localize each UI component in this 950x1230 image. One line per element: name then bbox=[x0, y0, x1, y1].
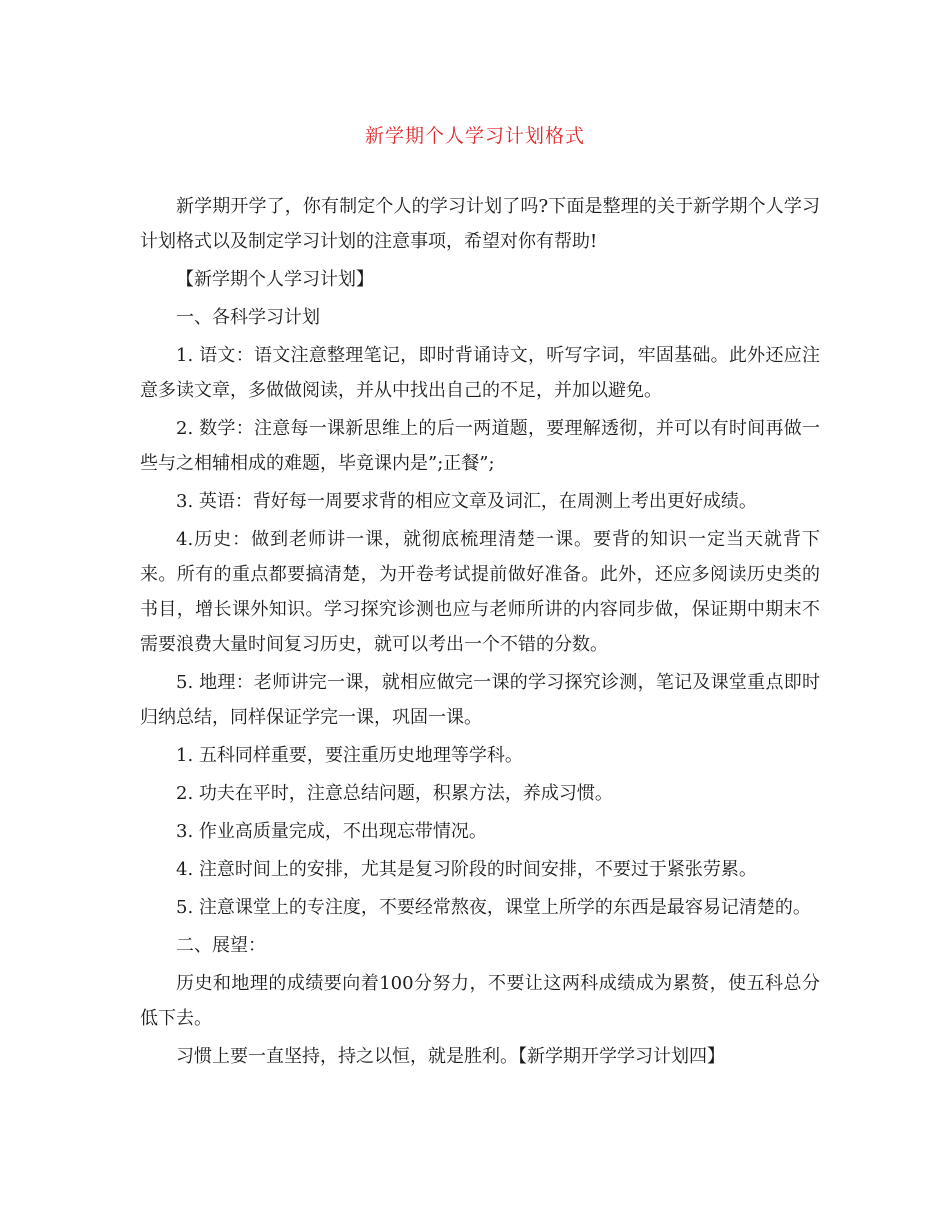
intro-paragraph: 新学期开学了，你有制定个人的学习计划了吗?下面是整理的关于新学期个人学习计划格式以及制定学习计划的注意事项，希望对你有帮助! bbox=[140, 196, 820, 252]
paragraph-math: 2. 数学：注意每一课新思维上的后一两道题，要理解透彻，并可以有时间再做一些与之相辅相成的难题，毕竟课内是”;正餐”; bbox=[140, 418, 820, 474]
section-heading-outlook: 二、展望： bbox=[176, 935, 266, 956]
list-item: 3. 作业高质量完成，不出现忘带情况。 bbox=[176, 821, 487, 842]
paragraph-english: 3. 英语：背好每一周要求背的相应文章及词汇，在周测上考出更好成绩。 bbox=[176, 491, 757, 512]
list-item: 2. 功夫在平时，注意总结问题，积累方法，养成习惯。 bbox=[176, 783, 613, 804]
list-item: 5. 注意课堂上的专注度，不要经常熬夜，课堂上所学的东西是最容易记清楚的。 bbox=[176, 897, 811, 918]
paragraph-geography: 5. 地理：老师讲完一课，就相应做完一课的学习探究诊测，笔记及课堂重点即时归纳总结，同样保证学完一课，巩固一课。 bbox=[140, 672, 820, 728]
document-body bbox=[140, 189, 820, 1077]
list-item: 4. 注意时间上的安排，尤其是复习阶段的时间安排，不要过于紧张劳累。 bbox=[176, 859, 757, 880]
paragraph-outlook: 历史和地理的成绩要向着100分努力，不要让这两科成绩成为累赘，使五科总分低下去。 bbox=[140, 973, 820, 1029]
section-heading-plan: 【新学期个人学习计划】 bbox=[176, 269, 374, 290]
paragraph-closing: 习惯上要一直坚持，持之以恒，就是胜利。【新学期开学学习计划四】 bbox=[176, 1046, 725, 1067]
list-item: 1. 五科同样重要，要注重历史地理等学科。 bbox=[176, 745, 523, 766]
paragraph-history: 4.历史：做到老师讲一课，就彻底梳理清楚一课。要背的知识一定当天就背下来。所有的重点都要搞清楚，为开卷考试提前做好准备。此外，还应多阅读历史类的书目，增长课外知识。学习探究诊测也应与老师所讲的内容同步做，保证期中期末不需要浪费大量时间复习历史，就可以考出一个不错的分数。 bbox=[140, 529, 820, 655]
section-heading-subjects: 一、各科学习计划 bbox=[176, 307, 320, 328]
document-title: 新学期个人学习计划格式 bbox=[364, 125, 585, 147]
paragraph-chinese: 1. 语文：语文注意整理笔记，即时背诵诗文，听写字词，牢固基础。此外还应注意多读文章，多做做阅读，并从中找出自己的不足，并加以避免。 bbox=[140, 345, 820, 401]
